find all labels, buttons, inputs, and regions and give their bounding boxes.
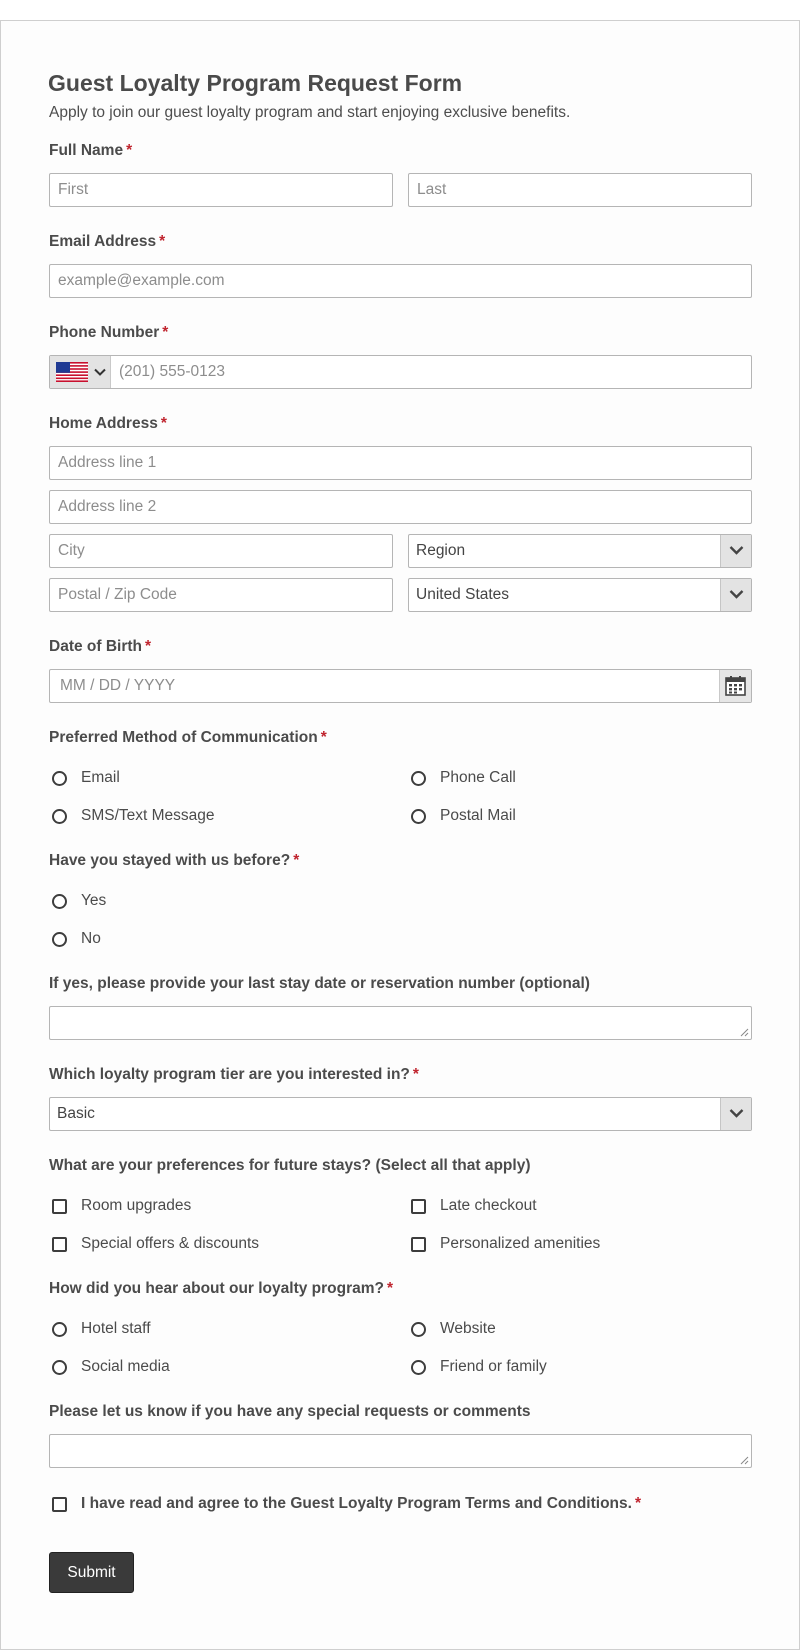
option-room-upgrades[interactable]: Room upgrades	[81, 1197, 192, 1214]
communication-label-text: Preferred Method of Communication	[49, 729, 318, 746]
option-personalized-amenities[interactable]: Personalized amenities	[440, 1235, 601, 1252]
address-line1-input[interactable]	[49, 446, 752, 480]
radio-yes[interactable]	[52, 894, 67, 909]
full-name-label	[49, 142, 132, 160]
phone-field	[49, 355, 752, 389]
option-email[interactable]: Email	[81, 769, 120, 786]
heard-from-label	[49, 1280, 393, 1298]
option-yes[interactable]: Yes	[81, 892, 107, 909]
required-marker: *	[162, 324, 169, 341]
country-select-value: United States	[416, 586, 510, 603]
email-label	[49, 233, 165, 251]
us-flag-icon	[56, 362, 88, 382]
terms-label[interactable]	[81, 1495, 641, 1513]
option-hotel-staff[interactable]: Hotel staff	[81, 1320, 151, 1337]
stayed-before-label	[49, 852, 299, 870]
required-marker: *	[160, 415, 167, 432]
email-input[interactable]	[49, 264, 752, 298]
option-friend-family[interactable]: Friend or family	[440, 1358, 547, 1375]
checkbox-room-upgrades[interactable]	[52, 1199, 67, 1214]
required-marker: *	[387, 1280, 394, 1297]
checkbox-special-offers[interactable]	[52, 1237, 67, 1252]
comments-textarea[interactable]	[49, 1434, 752, 1468]
option-website[interactable]: Website	[440, 1320, 496, 1337]
country-chevron	[720, 579, 751, 611]
submit-button[interactable]: Submit	[49, 1552, 134, 1593]
radio-phone-call[interactable]	[411, 771, 426, 786]
resize-handle-icon[interactable]	[740, 1456, 749, 1465]
radio-postal-mail[interactable]	[411, 809, 426, 824]
chevron-down-icon	[729, 545, 744, 556]
radio-friend-family[interactable]	[411, 1360, 426, 1375]
postal-code-input[interactable]	[49, 578, 393, 612]
tier-label	[49, 1066, 419, 1084]
first-name-input[interactable]	[49, 173, 393, 207]
phone-label	[49, 324, 168, 342]
required-marker: *	[145, 638, 152, 655]
home-address-label	[49, 415, 167, 433]
city-input[interactable]	[49, 534, 393, 568]
terms-label-text: I have read and agree to the Guest Loyalty Program Terms and Conditions.	[81, 1495, 632, 1512]
comments-label: Please let us know if you have any special requests or comments	[49, 1403, 531, 1420]
calendar-button[interactable]	[719, 670, 751, 702]
radio-hotel-staff[interactable]	[52, 1322, 67, 1337]
tier-select[interactable]	[49, 1097, 752, 1131]
required-marker: *	[126, 142, 133, 159]
option-late-checkout[interactable]: Late checkout	[440, 1197, 537, 1214]
resize-handle-icon[interactable]	[740, 1028, 749, 1037]
option-sms[interactable]: SMS/Text Message	[81, 807, 215, 824]
option-phone-call[interactable]: Phone Call	[440, 769, 516, 786]
region-chevron	[720, 535, 751, 567]
dob-label	[49, 638, 151, 656]
chevron-down-icon	[729, 589, 744, 600]
dob-label-text: Date of Birth	[49, 638, 142, 655]
radio-email[interactable]	[52, 771, 67, 786]
phone-label-text: Phone Number	[49, 324, 160, 341]
required-marker: *	[293, 852, 300, 869]
terms-checkbox[interactable]	[52, 1497, 67, 1512]
full-name-label-text: Full Name	[49, 142, 124, 159]
country-select[interactable]	[408, 578, 752, 612]
stayed-before-label-text: Have you stayed with us before?	[49, 852, 291, 869]
tier-label-text: Which loyalty program tier are you interested in?	[49, 1066, 410, 1083]
preferences-label: What are your preferences for future stays? (Select all that apply)	[49, 1157, 531, 1174]
chevron-down-icon	[729, 1108, 744, 1119]
radio-website[interactable]	[411, 1322, 426, 1337]
option-social-media[interactable]: Social media	[81, 1358, 170, 1375]
option-postal-mail[interactable]: Postal Mail	[440, 807, 516, 824]
last-stay-label: If yes, please provide your last stay date or reservation number (optional)	[49, 975, 590, 992]
country-code-dropdown[interactable]	[50, 356, 111, 388]
tier-select-value: Basic	[57, 1105, 95, 1122]
chevron-down-icon	[94, 368, 106, 377]
radio-social-media[interactable]	[52, 1360, 67, 1375]
checkbox-personalized-amenities[interactable]	[411, 1237, 426, 1252]
communication-label	[49, 729, 327, 747]
radio-no[interactable]	[52, 932, 67, 947]
required-marker: *	[412, 1066, 419, 1083]
form-title: Guest Loyalty Program Request Form	[48, 70, 463, 96]
email-label-text: Email Address	[49, 233, 157, 250]
tier-chevron	[720, 1098, 751, 1130]
form-subtitle: Apply to join our guest loyalty program and start enjoying exclusive benefits.	[49, 104, 571, 121]
dob-input[interactable]	[52, 669, 712, 703]
region-select-value: Region	[416, 542, 466, 559]
calendar-icon	[725, 675, 746, 696]
required-marker: *	[634, 1495, 641, 1512]
home-address-label-text: Home Address	[49, 415, 158, 432]
phone-input[interactable]	[111, 355, 751, 389]
last-stay-textarea[interactable]	[49, 1006, 752, 1040]
checkbox-late-checkout[interactable]	[411, 1199, 426, 1214]
region-select[interactable]	[408, 534, 752, 568]
option-no[interactable]: No	[81, 930, 101, 947]
dob-field	[49, 669, 752, 703]
option-special-offers[interactable]: Special offers & discounts	[81, 1235, 260, 1252]
radio-sms[interactable]	[52, 809, 67, 824]
address-line2-input[interactable]	[49, 490, 752, 524]
required-marker: *	[320, 729, 327, 746]
last-name-input[interactable]	[408, 173, 752, 207]
required-marker: *	[159, 233, 166, 250]
heard-from-label-text: How did you hear about our loyalty program?	[49, 1280, 384, 1297]
